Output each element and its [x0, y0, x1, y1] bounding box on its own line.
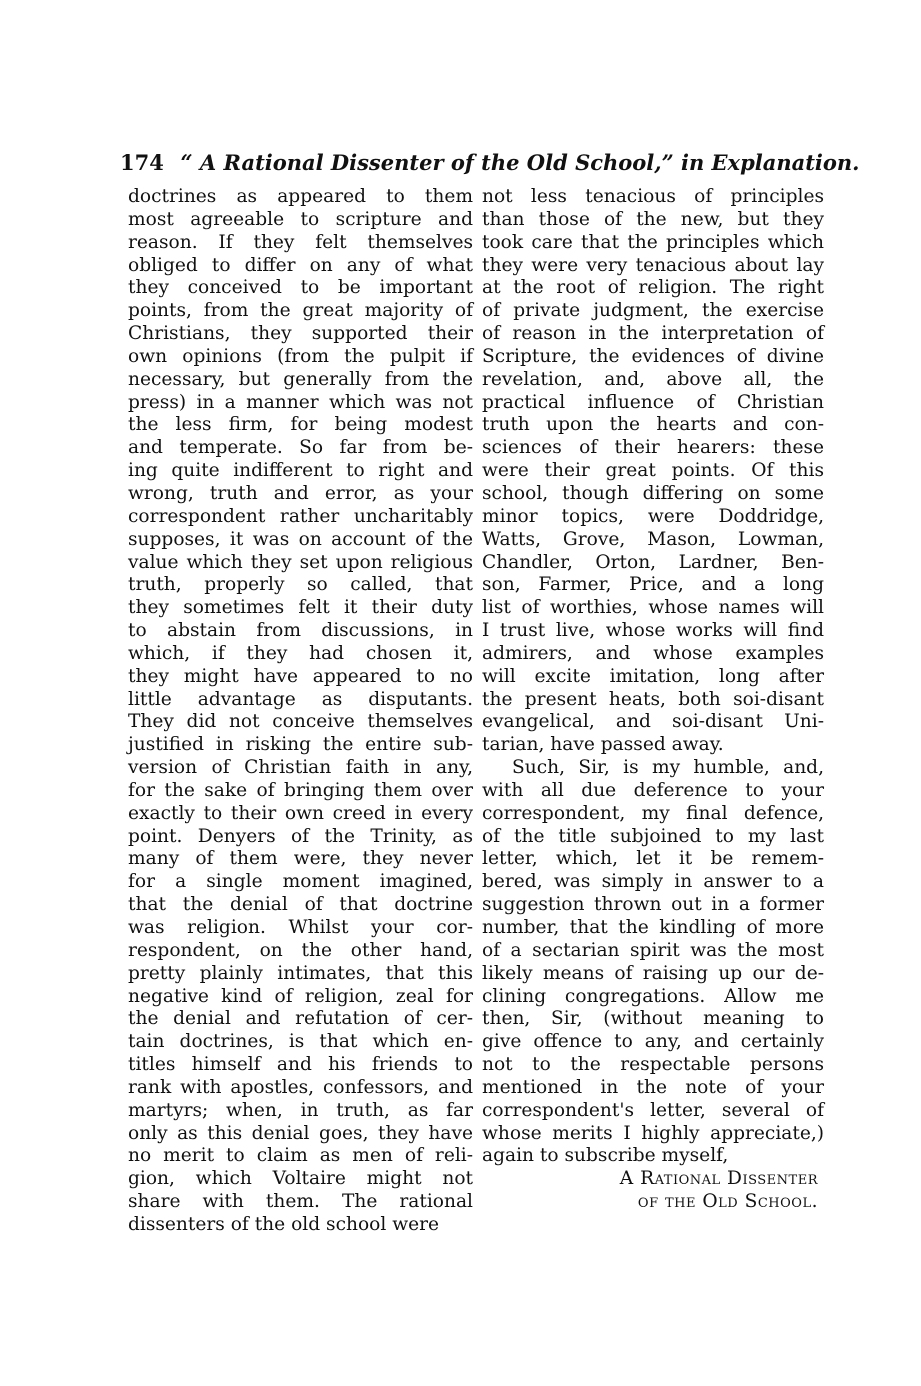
text-line: mentioned in the note of your [482, 1076, 824, 1098]
text-line: Chandler, Orton, Lardner, Ben- [482, 551, 824, 573]
text-line: Such, Sir, is my humble, and, [512, 757, 824, 779]
text-line: correspondent's letter, several of [482, 1099, 824, 1121]
signature-line: of the Old School. [637, 1191, 818, 1213]
text-line: Christians, they supported their [128, 323, 473, 345]
text-line: correspondent, my final defence, [482, 802, 824, 824]
text-line: practical influence of Christian [482, 391, 824, 413]
text-line: necessary, but generally from the [128, 368, 473, 390]
text-line: sciences of their hearers: these [482, 437, 824, 459]
signature-line: A Rational Dissenter [619, 1168, 818, 1190]
text-line: give offence to any, and certainly [482, 1031, 824, 1053]
text-line: then, Sir, (without meaning to [482, 1008, 824, 1030]
text-line: than those of the new, but they [482, 208, 824, 230]
text-line: ing quite indifferent to right and [128, 460, 473, 482]
text-line: of reason in the interpretation of [482, 323, 824, 345]
text-line: truth upon the hearts and con- [482, 414, 824, 436]
text-line: the present heats, both soi-disant [482, 688, 824, 710]
text-line: list of worthies, whose names will [482, 597, 824, 619]
text-line: again to subscribe myself, [482, 1145, 729, 1167]
text-line: version of Christian faith in any, [128, 757, 473, 779]
text-line: school, though differing on some [482, 482, 824, 504]
text-line: revelation, and, above all, the [482, 368, 824, 390]
text-line: they sometimes felt it their duty [128, 597, 473, 619]
text-line: wrong, truth and error, as your [128, 482, 473, 504]
text-line: points, from the great majority of [128, 300, 473, 322]
text-line: no merit to claim as men of reli- [128, 1145, 473, 1167]
text-line: Scripture, the evidences of divine [482, 345, 824, 367]
text-line: press) in a manner which was not [128, 391, 473, 413]
text-line: doctrines as appeared to them [128, 186, 473, 207]
text-line: negative kind of religion, zeal for [128, 985, 473, 1007]
text-line: minor topics, were Doddridge, [482, 505, 824, 527]
text-line: pretty plainly intimates, that this [128, 962, 473, 984]
text-line: for a single moment imagined, [128, 871, 473, 893]
text-line: they might have appeared to no [128, 665, 473, 687]
left-column [128, 186, 473, 1237]
text-line: they conceived to be important [128, 277, 473, 299]
text-line: point. Denyers of the Trinity, as [128, 825, 473, 847]
page-number: 174 [120, 150, 164, 175]
text-line: dissenters of the old school were [128, 1213, 440, 1235]
text-line: respondent, on the other hand, [128, 939, 473, 961]
text-line: admirers, and whose examples [482, 642, 824, 664]
text-line: took care that the principles which [482, 231, 824, 253]
text-line: reason. If they felt themselves [128, 231, 473, 253]
text-line: titles himself and his friends to [128, 1054, 473, 1076]
text-line: share with them. The rational [128, 1191, 473, 1213]
text-line: suggestion thrown out in a former [482, 894, 824, 916]
text-line: not less tenacious of principles [482, 186, 824, 207]
text-line: with all due deference to your [482, 779, 824, 801]
running-title: “ A Rational Dissenter of the Old School,” in Explanation. [180, 150, 860, 175]
text-line: gion, which Voltaire might not [128, 1168, 473, 1190]
text-line: and temperate. So far from be- [128, 437, 473, 459]
text-line: most agreeable to scripture and [128, 208, 473, 230]
text-line: which, if they had chosen it, [128, 642, 473, 664]
text-line: evangelical, and soi-disant Uni- [482, 711, 824, 733]
text-line: they were very tenacious about lay [482, 254, 824, 276]
text-line: at the root of religion. The right [482, 277, 824, 299]
text-line: Watts, Grove, Mason, Lowman, [482, 528, 824, 550]
text-line: number, that the kindling of more [482, 917, 824, 938]
text-line: not to the respectable persons [482, 1054, 824, 1076]
text-line: whose merits I highly appreciate,) [482, 1122, 824, 1144]
text-line: the less firm, for being modest [128, 414, 473, 436]
text-line: of private judgment, the exercise [482, 300, 824, 322]
right-column [482, 186, 824, 1214]
text-line: clining congregations. Allow me [482, 985, 824, 1007]
text-line: to abstain from discussions, in [128, 620, 473, 642]
text-line: were their great points. Of this [482, 460, 824, 482]
text-line: for the sake of bringing them over [128, 779, 473, 801]
text-line: supposes, it was on account of the [128, 528, 473, 550]
text-line: of a sectarian spirit was the most [482, 939, 824, 961]
text-line: correspondent rather uncharitably [128, 505, 473, 527]
text-line: tarian, have passed away. [482, 734, 724, 756]
text-line: own opinions (from the pulpit if [128, 345, 473, 367]
text-line: I trust live, whose works will find [482, 620, 824, 642]
text-line: little advantage as disputants. [128, 688, 473, 710]
text-line: was religion. Whilst your cor- [128, 917, 473, 938]
text-line: obliged to differ on any of what [128, 254, 473, 276]
running-head [120, 148, 860, 178]
text-line: tain doctrines, is that which en- [128, 1031, 473, 1053]
text-line: martyrs; when, in truth, as far [128, 1099, 473, 1121]
text-line: exactly to their own creed in every [128, 802, 473, 824]
text-line: They did not conceive themselves [128, 711, 473, 733]
text-line: letter, which, let it be remem- [482, 848, 824, 870]
text-line: rank with apostles, confessors, and [128, 1076, 473, 1098]
text-line: only as this denial goes, they have [128, 1122, 473, 1144]
text-line: bered, was simply in answer to a [482, 871, 824, 893]
text-line: of the title subjoined to my last [482, 825, 824, 847]
text-line: son, Farmer, Price, and a long [482, 574, 824, 596]
text-line: will excite imitation, long after [482, 665, 824, 687]
text-line: many of them were, they never [128, 848, 473, 870]
text-line: truth, properly so called, that [128, 574, 473, 596]
text-line: value which they set upon religious [128, 551, 473, 573]
text-line: that the denial of that doctrine [128, 894, 473, 916]
text-line: justified in risking the entire sub- [128, 734, 473, 756]
text-line: likely means of raising up our de- [482, 962, 824, 984]
text-line: the denial and refutation of cer- [128, 1008, 473, 1030]
